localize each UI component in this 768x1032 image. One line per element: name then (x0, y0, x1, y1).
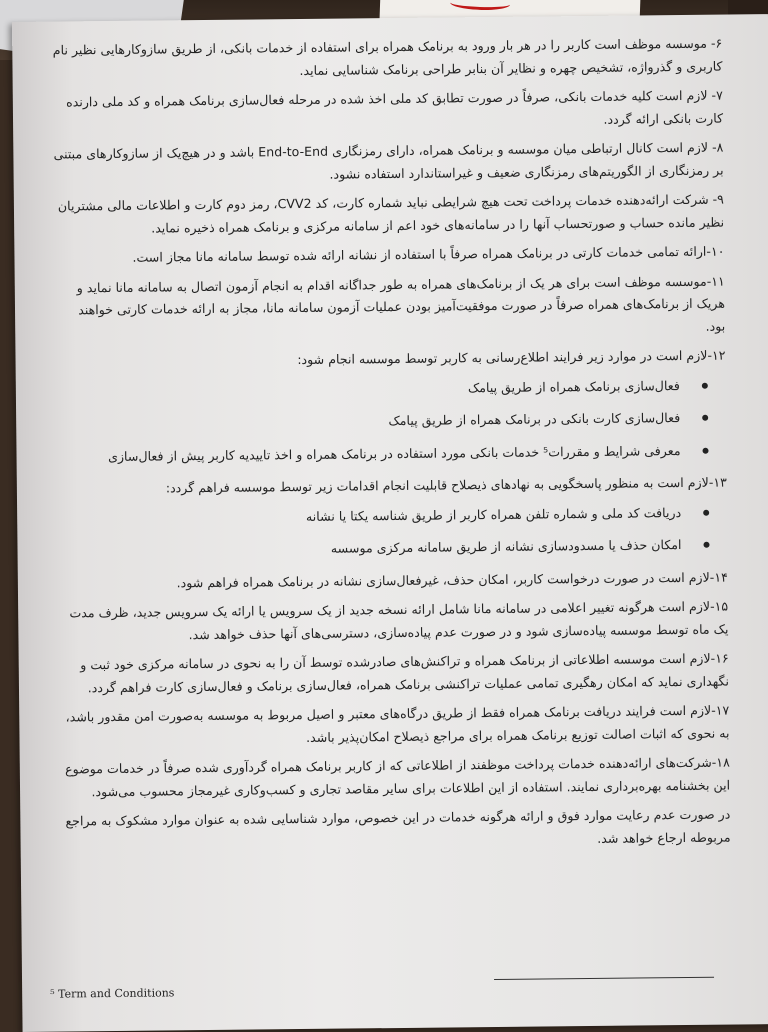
bullet-icon (702, 447, 708, 453)
document-body (52, 33, 731, 863)
list-item: امکان حذف یا مسدودسازی نشانه از طریق سامانه مرکزی موسسه (57, 534, 727, 564)
paragraph-8: ۸- لازم است کانال ارتباطی میان موسسه و برنامک همراه، دارای رمزنگاری End-to-End باشد و در هیچ‌یک از سازوکارهای مبتنی بر رمزنگاری از الگوریتم‌های رمزنگاری ضعیف و غیراستاندارد استفاده نشود. (53, 139, 724, 182)
closing-paragraph: در صورت عدم رعایت موارد فوق و ارائه هرگونه خدمات در این خصوص، موارد شناسایی شده به عنوان موارد مشکوک به مراجع مربوطه ارجاع خواهد شد. (65, 806, 731, 846)
list-item: دریافت کد ملی و شماره تلفن همراه کاربر از طریق شناسه یکتا یا نشانه (57, 501, 727, 531)
paragraph-13: ۱۳-لازم است به منظور پاسخگویی به نهادهای ذیصلاح قابلیت انجام اقدامات زیر توسط موسسه فراهم گردد: (165, 474, 727, 496)
paragraph-12: ۱۲-لازم است در موارد زیر فرایند اطلاع‌رسانی به کاربر توسط موسسه انجام شود: (297, 347, 726, 368)
red-ink-mark (450, 0, 510, 11)
bullet-icon (702, 382, 708, 388)
footnote-separator (494, 977, 714, 980)
list-item: فعال‌سازی کارت بانکی در برنامک همراه از طریق پیامک (56, 407, 726, 437)
paragraph-7: ۷- لازم است کلیه خدمات بانکی، صرفاً در صورت تطابق کد ملی اخذ شده در مرحله فعال‌سازی برنامک همراه و کد ملی دارنده کارت بانکی ارائه گردد. (66, 87, 724, 127)
list-item: معرفی شرایط و مقررات⁵ خدمات بانکی مورد استفاده در برنامک همراه و اخذ تاییدیه کاربر پیش از فعال‌سازی (56, 439, 726, 469)
bullet-icon (702, 415, 708, 421)
authority-actions-list (57, 501, 728, 563)
bullet-icon (703, 542, 709, 548)
paragraph-10: ۱۰-ارائه تمامی خدمات کارتی در برنامک همراه صرفاً با استفاده از نشانه ارائه شده توسط سامانه مانا مجاز است. (132, 243, 725, 265)
paragraph-9: ۹- شرکت ارائه‌دهنده خدمات پرداخت تحت هیچ شرایطی نباید شماره کارت، کد CVV2، رمز دوم کارت و اطلاعات مالی مشتریان نظیر مانده حساب و صورتحساب آنها را در سامانه‌های خود اعم از سامانه مرکزی و برنامک همراه ذخیره نماید. (57, 191, 725, 236)
bullet-icon (703, 509, 709, 515)
notification-list (56, 374, 727, 469)
footnote: ⁵ Term and Conditions (50, 986, 175, 1001)
list-item: فعال‌سازی برنامک همراه از طریق پیامک (56, 374, 726, 404)
document-page (12, 14, 768, 1032)
paragraph-18: ۱۸-شرکت‌های ارائه‌دهنده خدمات پرداخت موظفند از اطلاعاتی که از کاربر برنامک همراه گردآوری شده صرفاً در خدمات موضوع این بخشنامه بهره‌برداری نمایند. استفاده از این اطلاعات برای سایر مقاصد تجاری و کسب‌وکاری غیرمجاز محسوب می‌شود. (64, 754, 731, 799)
paragraph-14: ۱۴-لازم است در صورت درخواست کاربر، امکان حذف، غیرفعال‌سازی نشانه در برنامک همراه فراهم شود. (176, 569, 728, 590)
paragraph-16: ۱۶-لازم است موسسه اطلاعاتی از برنامک همراه و تراکنش‌های صادرشده توسط آن را به نحوی در سامانه مرکزی خود ثبت و نگهداری نماید که امکان رهگیری تمامی عملیات تراکنشی برنامک همراه، فعال‌سازی برنامک و فعال‌سازی کارت فراهم گردد. (80, 650, 730, 695)
paragraph-11: ۱۱-موسسه موظف است برای هر یک از برنامک‌های همراه به طور جداگانه اقدام به انجام آزمون اتصال به سامانه مانا نماید و هریک از برنامک‌های همراه صرفاً در صورت موفقیت‌آمیز بودن عملیات آزمون سامانه مانا، مجاز به ارائه خدمات کارتی خواهند بود. (76, 273, 726, 334)
paragraph-15: ۱۵-لازم است هرگونه تغییر اعلامی در سامانه مانا شامل ارائه نسخه جدید از یک سرویس یا ارائه یک سرویس جدید، ظرف مدت یک ماه توسط موسسه پیاده‌سازی شود و در صورت عدم پیاده‌سازی، دسترسی‌های آنها حذف خواهد شد. (69, 598, 729, 642)
paragraph-17: ۱۷-لازم است فرایند دریافت برنامک همراه فقط از طریق درگاه‌های معتبر و اصیل مربوط به موسسه به‌صورت امن مقدور باشد، به نحوی که اثبات اصالت توزیع برنامک همراه برای مراجع ذیصلاح امکان‌پذیر باشد. (65, 702, 730, 745)
paragraph-6: ۶- موسسه موظف است کاربر را در هر بار ورود به برنامک همراه برای استفاده از خدمات بانکی، از طریق سازوکارهایی نظیر نام کاربری و گذرواژه، تشخیص چهره و نظایر آن بنابر طراحی برنامک شناسایی نماید. (52, 35, 723, 78)
